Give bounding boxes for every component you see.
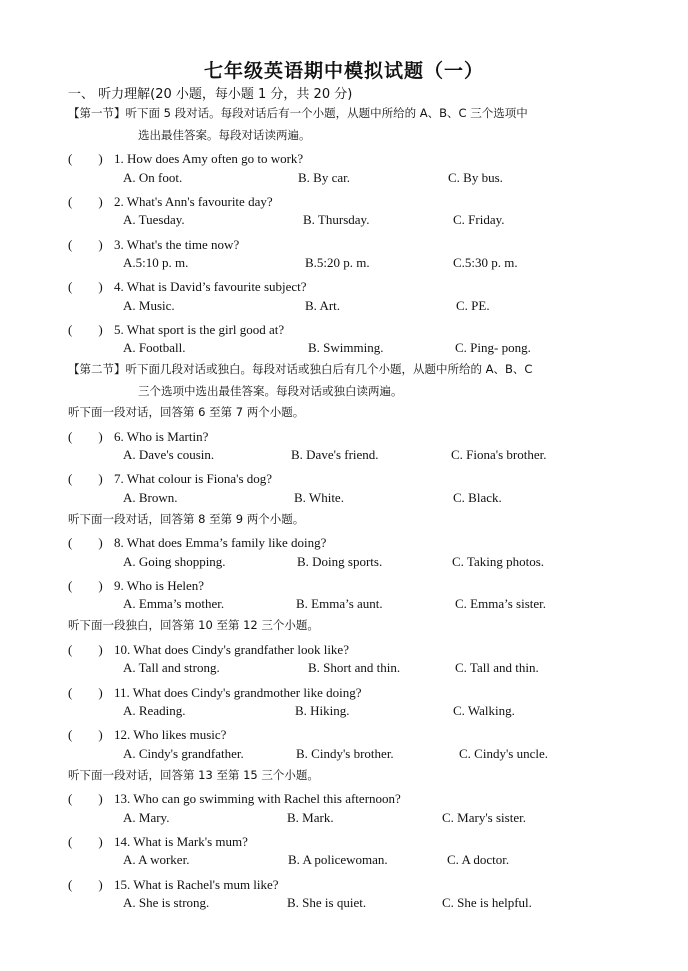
part1-instructions	[68, 102, 628, 146]
option-c: C. Ping- pong.	[455, 340, 531, 355]
instruction-q6-7: 听下面一段对话，回答第 6 至第 7 两个小题。	[68, 405, 305, 419]
page-title: 七年级英语期中模拟试题（一）	[203, 60, 484, 82]
answer-blank[interactable]: ( )	[68, 578, 103, 593]
question-text: 3. What's the time now?	[114, 237, 240, 252]
question-text: 10. What does Cindy's grandfather look like?	[114, 642, 349, 657]
part2-line1: 听下面几段对话或独白。每段对话或独白后有几个小题，从题中所给的 A、B、C	[125, 362, 533, 376]
option-a: A. Emma’s mother.	[123, 596, 225, 611]
answer-blank[interactable]: ( )	[68, 791, 103, 806]
answer-blank[interactable]: ( )	[68, 685, 103, 700]
question-9	[68, 575, 204, 594]
answer-blank[interactable]: ( )	[68, 877, 103, 892]
answer-blank[interactable]: ( )	[68, 151, 103, 166]
question-text: 2. What's Ann's favourite day?	[114, 194, 273, 209]
question-14	[68, 831, 248, 850]
part1-line1: 听下面 5 段对话。每段对话后有一个小题，从题中所给的 A、B、C 三个选项中	[125, 106, 528, 120]
question-text: 5. What sport is the girl good at?	[114, 322, 285, 337]
option-a: A. Dave's cousin.	[123, 447, 215, 462]
question-3	[68, 234, 239, 253]
option-c: C.5:30 p. m.	[453, 255, 518, 270]
option-c: C. Walking.	[453, 703, 515, 718]
option-b: B. Art.	[305, 298, 341, 313]
option-b: B. Hiking.	[295, 703, 350, 718]
answer-blank[interactable]: ( )	[68, 471, 103, 486]
part2-instructions	[68, 358, 648, 402]
option-a: A. Music.	[123, 298, 175, 313]
option-c: C. Cindy's uncle.	[459, 746, 549, 761]
option-b: B. By car.	[298, 170, 350, 185]
question-text: 4. What is David’s favourite subject?	[114, 279, 307, 294]
question-text: 1. How does Amy often go to work?	[114, 151, 304, 166]
instruction-q8-9: 听下面一段对话，回答第 8 至第 9 两个小题。	[68, 512, 305, 526]
question-7	[68, 468, 272, 487]
question-11	[68, 682, 362, 701]
part2-line2: 三个选项中选出最佳答案。每段对话或独白读两遍。	[138, 384, 403, 398]
option-c: C. Taking photos.	[452, 554, 545, 569]
option-c: C. A doctor.	[447, 852, 510, 867]
option-b: B. Mark.	[287, 810, 334, 825]
option-a: A. Mary.	[123, 810, 170, 825]
question-text: 11. What does Cindy's grandmother like doing?	[114, 685, 362, 700]
option-a: A. On foot.	[123, 170, 183, 185]
option-b: B. Cindy's brother.	[296, 746, 394, 761]
option-c: C. Fiona's brother.	[451, 447, 547, 462]
option-a: A. Reading.	[123, 703, 186, 718]
option-c: C. Emma’s sister.	[455, 596, 546, 611]
answer-blank[interactable]: ( )	[68, 834, 103, 849]
option-a: A.5:10 p. m.	[123, 255, 189, 270]
part1-line2: 选出最佳答案。每段对话读两遍。	[138, 128, 311, 142]
question-text: 8. What does Emma’s family like doing?	[114, 535, 327, 550]
option-b: B. Thursday.	[303, 212, 370, 227]
option-c: C. PE.	[456, 298, 490, 313]
question-text: 6. Who is Martin?	[114, 429, 209, 444]
answer-blank[interactable]: ( )	[68, 237, 103, 252]
option-b: B. She is quiet.	[287, 895, 367, 910]
answer-blank[interactable]: ( )	[68, 727, 103, 742]
option-c: C. Friday.	[453, 212, 505, 227]
answer-blank[interactable]: ( )	[68, 535, 103, 550]
option-a: A. She is strong.	[123, 895, 210, 910]
answer-blank[interactable]: ( )	[68, 429, 103, 444]
question-text: 14. What is Mark's mum?	[114, 834, 248, 849]
option-b: B. Dave's friend.	[291, 447, 379, 462]
option-b: B. Emma’s aunt.	[296, 596, 383, 611]
question-text: 9. Who is Helen?	[114, 578, 205, 593]
question-12	[68, 724, 226, 743]
question-text: 15. What is Rachel's mum like?	[114, 877, 279, 892]
section-heading-listening: 一、 听力理解(20 小题，每小题 1 分，共 20 分)	[68, 87, 353, 102]
question-6	[68, 426, 208, 445]
option-b: B. Doing sports.	[297, 554, 383, 569]
question-2	[68, 191, 273, 210]
answer-blank[interactable]: ( )	[68, 279, 103, 294]
option-a: A. Football.	[123, 340, 186, 355]
option-a: A. Cindy's grandfather.	[123, 746, 244, 761]
option-c: C. She is helpful.	[442, 895, 532, 910]
option-c: C. Mary's sister.	[442, 810, 526, 825]
option-c: C. Black.	[453, 490, 502, 505]
option-a: A. Going shopping.	[123, 554, 226, 569]
question-text: 13. Who can go swimming with Rachel this afternoon?	[114, 791, 401, 806]
option-c: C. Tall and thin.	[455, 660, 539, 675]
part2-label: 【第二节】	[68, 362, 126, 376]
option-a: A. Tall and strong.	[123, 660, 220, 675]
question-text: 7. What colour is Fiona's dog?	[114, 471, 273, 486]
option-a: A. Brown.	[123, 490, 178, 505]
question-text: 12. Who likes music?	[114, 727, 227, 742]
option-c: C. By bus.	[448, 170, 503, 185]
answer-blank[interactable]: ( )	[68, 642, 103, 657]
option-a: A. Tuesday.	[123, 212, 185, 227]
instruction-q10-12: 听下面一段独白，回答第 10 至第 12 三个小题。	[68, 618, 319, 632]
answer-blank[interactable]: ( )	[68, 194, 103, 209]
question-13	[68, 788, 401, 807]
option-b: B. Short and thin.	[308, 660, 401, 675]
option-b: B. White.	[294, 490, 344, 505]
question-4	[68, 276, 307, 295]
question-8	[68, 532, 326, 551]
option-b: B.5:20 p. m.	[305, 255, 370, 270]
instruction-q13-15: 听下面一段对话，回答第 13 至第 15 三个小题。	[68, 768, 319, 782]
part1-label: 【第一节】	[68, 106, 126, 120]
option-b: B. A policewoman.	[288, 852, 388, 867]
option-b: B. Swimming.	[308, 340, 384, 355]
question-1	[68, 148, 303, 167]
answer-blank[interactable]: ( )	[68, 322, 103, 337]
question-10	[68, 639, 349, 658]
option-a: A. A worker.	[123, 852, 190, 867]
question-5	[68, 319, 284, 338]
question-15	[68, 874, 279, 893]
